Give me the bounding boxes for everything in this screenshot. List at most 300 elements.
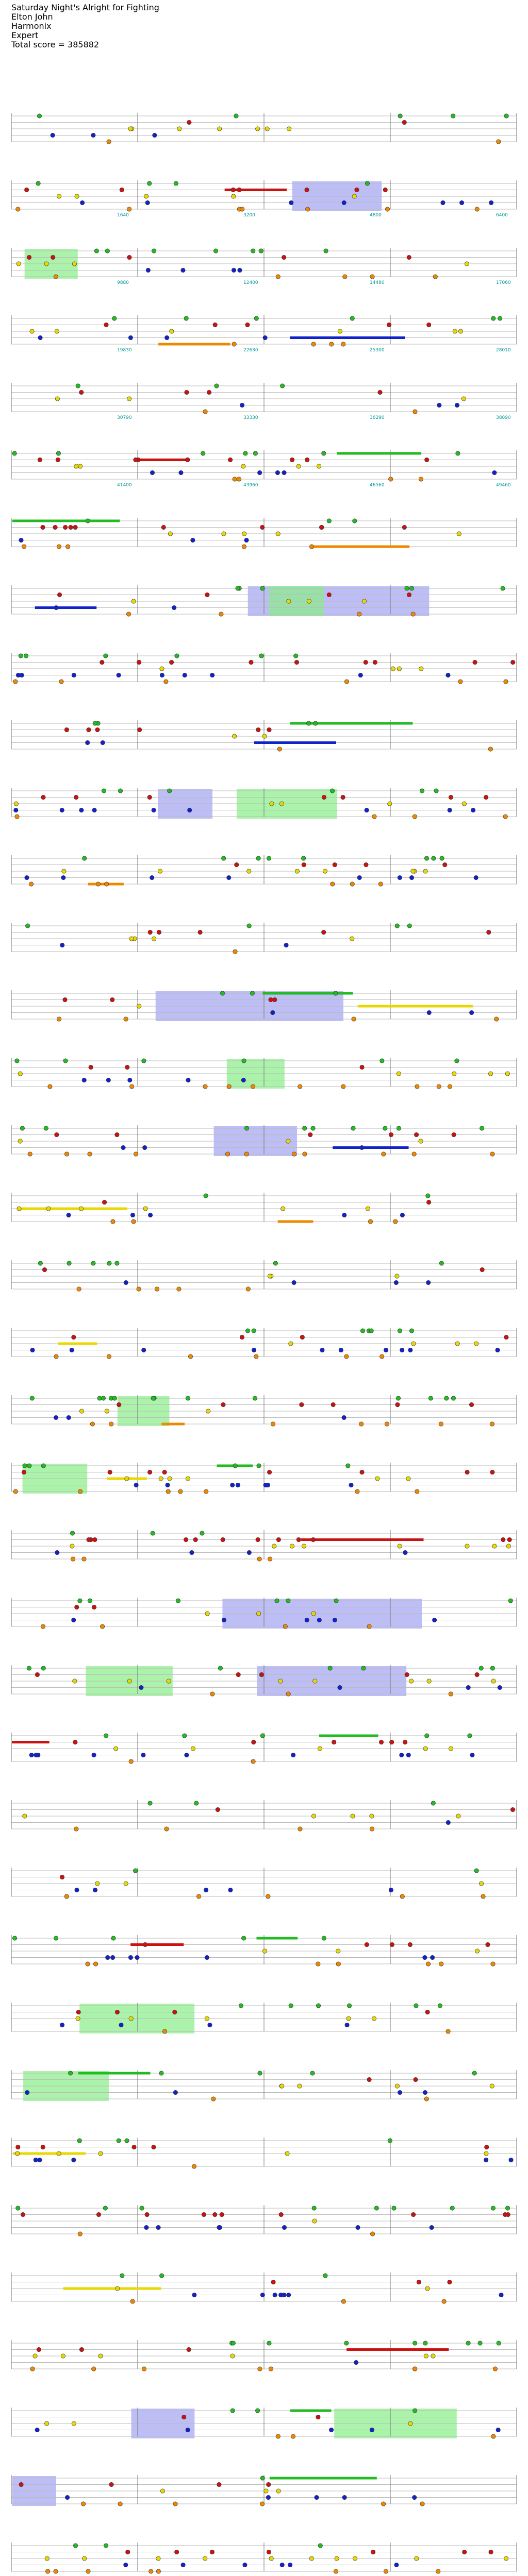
- note-gem: [256, 1537, 260, 1541]
- note-gem: [236, 1483, 240, 1487]
- note-gem: [413, 410, 417, 414]
- note-gem: [44, 262, 48, 266]
- note-gem: [491, 1679, 496, 1683]
- note-gem: [160, 673, 164, 677]
- note-gem: [186, 457, 190, 462]
- note-gem: [395, 2084, 399, 2088]
- note-gem: [228, 457, 232, 462]
- note-gem: [75, 194, 79, 198]
- note-gem: [491, 316, 496, 320]
- note-gem: [353, 2556, 357, 2561]
- note-gem: [211, 2097, 216, 2101]
- note-gem: [79, 1207, 83, 1211]
- note-gem: [257, 1557, 261, 1561]
- note-gem: [479, 1666, 483, 1670]
- note-gem: [289, 200, 293, 205]
- note-gem: [230, 2409, 235, 2413]
- note-gem: [478, 2341, 482, 2345]
- note-gem: [395, 1402, 400, 1406]
- note-gem: [256, 1612, 260, 1616]
- note-gem: [173, 2010, 177, 2014]
- note-gem: [465, 1470, 469, 1474]
- note-gem: [489, 2550, 493, 2554]
- note-gem: [150, 875, 154, 879]
- measure-score: 9880: [117, 280, 129, 285]
- note-gem: [221, 856, 225, 860]
- note-gem: [205, 2016, 209, 2021]
- note-gem: [290, 1544, 294, 1548]
- note-gem: [64, 1894, 69, 1899]
- note-gem: [233, 477, 237, 481]
- note-gem: [395, 1274, 399, 1278]
- note-gem: [275, 470, 279, 474]
- note-gem: [130, 2299, 135, 2303]
- note-gem: [232, 268, 236, 272]
- measure-score: 22630: [243, 348, 258, 353]
- note-gem: [157, 930, 161, 934]
- note-gem: [78, 2232, 82, 2236]
- note-gem: [183, 673, 187, 677]
- note-gem: [55, 397, 59, 401]
- note-gem: [412, 815, 417, 819]
- note-gem: [232, 194, 236, 198]
- note-gem: [231, 2341, 235, 2345]
- note-gem: [25, 924, 29, 928]
- note-gem: [355, 188, 359, 192]
- note-gem: [141, 1753, 145, 1757]
- note-gem: [405, 1672, 409, 1676]
- note-gem: [77, 1287, 81, 1291]
- note-gem: [367, 2077, 371, 2081]
- note-gem: [276, 532, 280, 536]
- note-gem: [268, 1274, 272, 1278]
- note-gem: [281, 1207, 285, 1211]
- note-gem: [400, 1213, 404, 1217]
- note-gem: [298, 2084, 302, 2088]
- note-gem: [16, 262, 21, 266]
- note-gem: [370, 1827, 374, 1831]
- note-gem: [162, 2029, 167, 2033]
- note-gem: [449, 795, 453, 799]
- note-gem: [269, 2556, 273, 2561]
- note-gem: [56, 457, 60, 462]
- note-gem: [354, 2360, 358, 2364]
- note-gem: [88, 1599, 92, 1603]
- measure-score: 4800: [370, 213, 382, 218]
- note-gem: [392, 2206, 396, 2210]
- note-gem: [25, 875, 29, 879]
- note-gem: [313, 1679, 317, 1683]
- note-gem: [458, 329, 463, 333]
- note-gem: [230, 2354, 235, 2358]
- note-gem: [426, 1200, 431, 1204]
- note-gem: [369, 1329, 373, 1333]
- note-gem: [283, 1624, 287, 1629]
- note-gem: [338, 329, 342, 333]
- note-gem: [126, 612, 130, 616]
- note-gem: [22, 1470, 26, 1474]
- note-gem: [258, 2071, 262, 2075]
- note-gem: [63, 525, 67, 529]
- note-gem: [412, 2341, 417, 2345]
- note-gem: [59, 680, 63, 684]
- note-gem: [24, 654, 28, 658]
- note-gem: [72, 1618, 76, 1622]
- note-gem: [203, 1084, 207, 1089]
- note-gem: [118, 2502, 122, 2506]
- note-gem: [156, 2556, 160, 2561]
- note-gem: [423, 1955, 427, 1959]
- note-gem: [403, 1740, 407, 1744]
- note-gem: [271, 1010, 275, 1014]
- note-gem: [126, 2550, 130, 2554]
- note-gem: [425, 2286, 430, 2291]
- note-gem: [228, 1888, 233, 1892]
- measure-score: 30790: [117, 415, 132, 420]
- note-gem: [475, 1949, 479, 1953]
- note-gem: [82, 856, 87, 860]
- note-gem: [67, 1213, 71, 1217]
- note-gem: [137, 1287, 141, 1291]
- note-gem: [75, 1888, 79, 1892]
- note-gem: [427, 1679, 431, 1683]
- note-gem: [505, 2206, 509, 2210]
- note-gem: [244, 1126, 249, 1130]
- note-gem: [461, 397, 466, 401]
- note-gem: [365, 808, 369, 812]
- note-gem: [143, 1942, 147, 1946]
- note-gem: [415, 1489, 419, 1494]
- measure-score: 12400: [243, 280, 258, 285]
- note-gem: [127, 255, 131, 259]
- note-gem: [278, 1679, 283, 1683]
- note-gem: [400, 1348, 404, 1352]
- note-gem: [318, 2544, 322, 2548]
- note-gem: [411, 2212, 415, 2216]
- note-gem: [407, 924, 411, 928]
- note-gem: [311, 342, 316, 346]
- note-gem: [316, 2004, 320, 2008]
- note-gem: [115, 1261, 119, 1265]
- note-gem: [462, 802, 466, 806]
- note-gem: [375, 1477, 380, 1481]
- note-gem: [121, 1145, 125, 1149]
- note-gem: [60, 1875, 64, 1879]
- note-gem: [289, 2004, 293, 2008]
- note-gem: [127, 397, 131, 401]
- note-gem: [508, 1599, 513, 1603]
- note-gem: [384, 1348, 388, 1352]
- note-gem: [128, 1078, 132, 1082]
- note-gem: [204, 1489, 208, 1494]
- note-gem: [151, 1531, 155, 1535]
- note-gem: [101, 740, 105, 744]
- note-gem: [193, 1537, 197, 1541]
- note-gem: [475, 207, 479, 211]
- note-gem: [115, 1132, 119, 1137]
- note-gem: [257, 470, 261, 474]
- note-gem: [487, 930, 491, 934]
- note-gem: [13, 1489, 18, 1494]
- note-gem: [361, 1666, 366, 1670]
- note-gem: [204, 1194, 208, 1198]
- note-gem: [93, 1962, 97, 1966]
- note-gem: [240, 207, 244, 211]
- note-gem: [456, 1814, 460, 1818]
- note-gem: [268, 1557, 272, 1561]
- note-gem: [96, 2212, 101, 2216]
- note-gem: [455, 1342, 459, 1346]
- note-gem: [18, 1072, 22, 1076]
- note-gem: [395, 924, 399, 928]
- note-gem: [305, 1618, 309, 1622]
- note-gem: [241, 1078, 245, 1082]
- note-gem: [60, 808, 64, 812]
- note-gem: [135, 1955, 139, 1959]
- note-gem: [409, 1329, 414, 1333]
- note-gem: [17, 1207, 21, 1211]
- note-gem: [124, 2563, 128, 2567]
- note-gem: [233, 1464, 237, 1468]
- note-gem: [393, 1219, 398, 1224]
- note-gem: [267, 2482, 271, 2486]
- note-gem: [457, 532, 461, 536]
- note-gem: [245, 323, 250, 327]
- note-gem: [341, 1084, 345, 1089]
- note-gem: [397, 1126, 401, 1130]
- note-gem: [22, 545, 26, 549]
- note-gem: [312, 2206, 316, 2210]
- note-gem: [184, 316, 188, 320]
- note-gem: [314, 721, 318, 725]
- note-gem: [378, 882, 383, 886]
- note-gem: [291, 1753, 295, 1757]
- note-gem: [440, 856, 444, 860]
- note-gem: [150, 470, 154, 474]
- note-gem: [275, 1599, 279, 1603]
- note-gem: [316, 2415, 320, 2419]
- note-gem: [498, 1685, 502, 1689]
- note-gem: [100, 660, 104, 664]
- note-gem: [145, 200, 150, 205]
- note-gem: [490, 1422, 494, 1426]
- note-gem: [335, 2556, 339, 2561]
- note-gem: [492, 1544, 497, 1548]
- note-gem: [298, 1084, 302, 1089]
- note-gem: [443, 862, 447, 867]
- note-gem: [322, 795, 326, 799]
- note-gem: [220, 2212, 224, 2216]
- note-gem: [129, 2016, 133, 2021]
- note-gem: [366, 1207, 370, 1211]
- note-gem: [168, 532, 172, 536]
- note-gem: [137, 660, 141, 664]
- note-gem: [56, 451, 60, 455]
- note-gem: [497, 2341, 501, 2345]
- note-gem: [234, 114, 238, 118]
- note-gem: [127, 207, 131, 211]
- note-gem: [30, 2367, 35, 2371]
- note-gem: [468, 1734, 472, 1738]
- note-gem: [488, 1072, 492, 1076]
- note-gem: [505, 1072, 509, 1076]
- note-gem: [282, 2225, 286, 2229]
- note-gem: [474, 875, 478, 879]
- note-gem: [247, 924, 251, 928]
- note-gem: [86, 740, 90, 744]
- note-gem: [112, 1396, 117, 1400]
- note-gem: [271, 1422, 275, 1426]
- note-gem: [145, 2212, 149, 2216]
- note-gem: [370, 2232, 374, 2236]
- note-gem: [144, 2225, 148, 2229]
- note-gem: [139, 1685, 143, 1689]
- note-gem: [190, 1550, 194, 1554]
- note-gem: [255, 2409, 259, 2413]
- note-gem: [480, 1267, 484, 1272]
- note-gem: [57, 545, 61, 549]
- note-gem: [276, 2434, 280, 2438]
- note-gem: [72, 1335, 76, 1339]
- note-gem: [423, 2341, 427, 2345]
- note-gem: [302, 1126, 306, 1130]
- note-gem: [134, 457, 138, 462]
- note-gem: [55, 329, 59, 333]
- note-gem: [100, 1624, 104, 1629]
- note-gem: [492, 470, 497, 474]
- note-gem: [104, 2544, 108, 2548]
- note-gem: [424, 856, 428, 860]
- note-gem: [259, 1672, 263, 1676]
- note-gem: [21, 2212, 25, 2216]
- note-gem: [16, 2206, 20, 2210]
- note-gem: [152, 2145, 156, 2149]
- note-gem: [134, 1483, 138, 1487]
- note-gem: [351, 1814, 355, 1818]
- note-gem: [265, 127, 269, 131]
- note-gem: [259, 654, 263, 658]
- note-gem: [204, 1888, 208, 1892]
- note-gem: [344, 1354, 349, 1359]
- note-gem: [372, 815, 376, 819]
- note-gem: [372, 2016, 376, 2021]
- note-gem: [109, 1422, 113, 1426]
- note-gem: [276, 2489, 280, 2493]
- note-gem: [160, 2489, 164, 2493]
- note-gem: [310, 2071, 315, 2075]
- note-gem: [200, 1531, 204, 1535]
- note-gem: [54, 1936, 58, 1940]
- song-title: Saturday Night's Alright for Fighting: [11, 3, 159, 12]
- note-gem: [329, 342, 334, 346]
- note-gem: [57, 2151, 61, 2156]
- note-gem: [15, 1059, 19, 1063]
- note-gem: [86, 2569, 90, 2573]
- note-gem: [27, 1666, 31, 1670]
- note-gem: [286, 1692, 290, 1696]
- note-gem: [266, 1894, 270, 1899]
- measure-score: 17060: [496, 280, 511, 285]
- note-gem: [57, 1017, 61, 1021]
- note-gem: [82, 1557, 86, 1561]
- note-gem: [360, 1065, 364, 1069]
- note-gem: [210, 1692, 214, 1696]
- measure-score: 43960: [243, 483, 258, 488]
- note-gem: [218, 1666, 222, 1670]
- note-gem: [201, 451, 205, 455]
- note-gem: [98, 2354, 103, 2358]
- note-gem: [16, 2145, 20, 2149]
- note-gem: [400, 1894, 404, 1899]
- note-gem: [124, 1882, 128, 1886]
- note-gem: [120, 2274, 124, 2278]
- note-gem: [29, 1753, 34, 1757]
- measure-score: 3200: [243, 213, 255, 218]
- note-gem: [233, 950, 237, 954]
- note-gem: [164, 335, 169, 340]
- note-gem: [251, 249, 255, 253]
- note-gem: [92, 1753, 96, 1757]
- note-gem: [41, 795, 45, 799]
- note-gem: [42, 1267, 46, 1272]
- note-gem: [394, 2563, 399, 2567]
- note-gem: [221, 1402, 225, 1406]
- note-gem: [188, 808, 192, 812]
- note-gem: [270, 802, 274, 806]
- note-gem: [432, 856, 436, 860]
- note-gem: [44, 1126, 48, 1130]
- note-gem: [37, 2347, 41, 2351]
- note-gem: [437, 403, 441, 407]
- note-gem: [385, 207, 389, 211]
- note-gem: [493, 2367, 497, 2371]
- note-gem: [424, 2354, 428, 2358]
- note-gem: [280, 384, 284, 388]
- note-gem: [16, 207, 20, 211]
- note-gem: [94, 249, 98, 253]
- note-gem: [273, 997, 277, 1002]
- note-gem: [72, 2158, 76, 2162]
- note-gem: [103, 2206, 107, 2210]
- note-gem: [173, 2090, 177, 2094]
- note-gem: [235, 862, 239, 867]
- note-gem: [131, 599, 136, 603]
- note-gem: [86, 519, 90, 523]
- note-gem: [125, 1477, 129, 1481]
- note-gem: [469, 1010, 473, 1014]
- note-gem: [411, 869, 415, 873]
- note-gem: [459, 200, 464, 205]
- note-gem: [71, 1557, 75, 1561]
- note-gem: [177, 1287, 181, 1291]
- note-gem: [41, 2145, 45, 2149]
- note-gem: [346, 2016, 351, 2021]
- note-gem: [259, 249, 263, 253]
- note-gem: [507, 1537, 512, 1541]
- note-gem: [350, 882, 354, 886]
- note-gem: [316, 1962, 320, 1966]
- note-gem: [15, 2151, 19, 2156]
- note-gem: [117, 2139, 121, 2143]
- note-gem: [264, 2489, 268, 2493]
- note-gem: [451, 114, 455, 118]
- note-gem: [417, 2280, 421, 2284]
- note-gem: [159, 2071, 163, 2075]
- note-gem: [269, 997, 273, 1002]
- note-gem: [271, 2280, 275, 2284]
- note-gem: [208, 2023, 212, 2027]
- note-gem: [315, 2495, 319, 2499]
